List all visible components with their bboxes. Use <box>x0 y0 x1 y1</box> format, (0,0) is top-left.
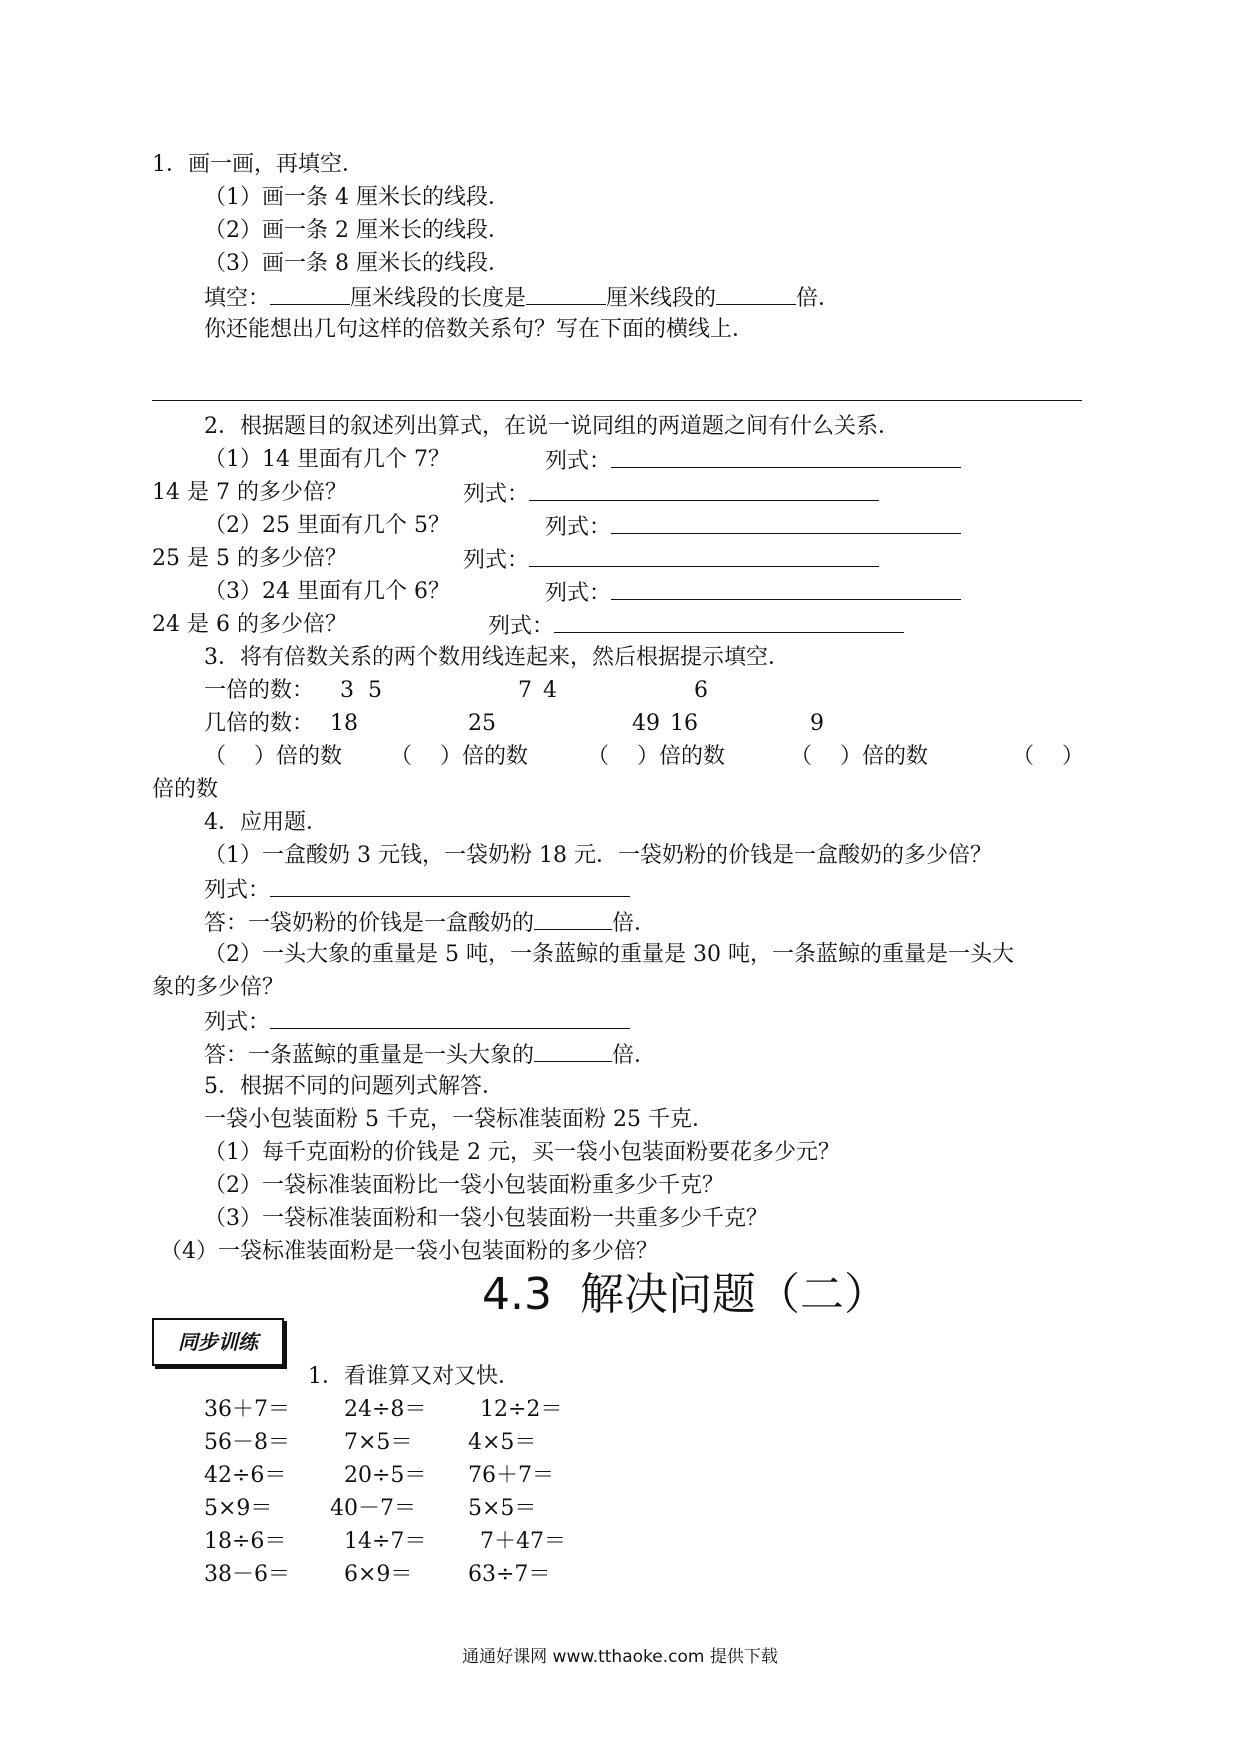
calc-1-3: 12÷2＝ <box>480 1397 563 1422</box>
paren-open: （ <box>587 744 610 769</box>
formula-label: 列式： <box>545 449 612 474</box>
q4-problem-2-line2: 象的多少倍？ <box>152 975 285 1000</box>
q1-step-1: （1）画一条 4 厘米长的线段． <box>204 185 510 210</box>
multi-num-4[interactable]: 16 <box>670 711 698 736</box>
calc-2-1: 56－8＝ <box>204 1430 290 1455</box>
answer-line[interactable] <box>152 400 1082 401</box>
answer-blank[interactable] <box>534 907 612 930</box>
paren-open: （ <box>790 744 813 769</box>
q5-step-2: （2）一袋标准装面粉比一袋小包装面粉重多少千克？ <box>204 1173 724 1198</box>
paren-close: ） <box>254 744 277 769</box>
paren-open: （ <box>204 744 227 769</box>
q4-formula-2 <box>204 1006 630 1038</box>
paren-suffix: 倍的数 <box>659 744 726 769</box>
q3-fill-1 <box>204 742 342 772</box>
calc-6-1: 38－6＝ <box>204 1562 290 1587</box>
q1-fill-text-c: 厘米线段的 <box>606 286 717 311</box>
q2-formula-2a <box>545 511 961 543</box>
one-num-4[interactable]: 4 <box>543 678 557 703</box>
q2-row-3a: （3）24 里面有几个 6？ <box>204 579 450 604</box>
q3-fill-5 <box>1012 742 1084 772</box>
calc-3-1: 42÷6＝ <box>204 1463 287 1488</box>
answer-suffix: 倍． <box>612 1043 657 1068</box>
q1-fill-text-b: 厘米线段的长度是 <box>350 286 527 311</box>
paren-close: ） <box>840 744 863 769</box>
q2-row-2b: 25 是 5 的多少倍？ <box>152 546 347 571</box>
q3-fill-4 <box>790 742 928 772</box>
q2-formula-1b <box>463 478 879 510</box>
q1-fill-line <box>204 282 840 314</box>
formula-label: 列式： <box>204 878 271 903</box>
paren-close: ） <box>1062 744 1085 769</box>
formula-blank[interactable] <box>529 544 879 567</box>
q5-step-4: （4）一袋标准装面粉是一袋小包装面粉的多少倍？ <box>160 1239 658 1264</box>
formula-blank[interactable] <box>611 577 961 600</box>
page-footer: 通通好课网 www.tthaoke.com 提供下载 <box>462 1647 778 1667</box>
one-num-5[interactable]: 6 <box>694 678 708 703</box>
q4-answer-1 <box>204 907 656 939</box>
answer-text: 答：一袋奶粉的价钱是一盒酸奶的 <box>204 911 535 936</box>
paren-suffix: 倍的数 <box>462 744 529 769</box>
one-num-1[interactable]: 3 <box>340 678 354 703</box>
calc-5-1: 18÷6＝ <box>204 1529 287 1554</box>
formula-label: 列式： <box>545 515 612 540</box>
multi-num-2[interactable]: 25 <box>468 711 496 736</box>
formula-blank[interactable] <box>611 445 961 468</box>
calc-5-2: 14÷7＝ <box>344 1529 427 1554</box>
calc-4-2: 40－7＝ <box>330 1496 416 1521</box>
formula-label: 列式： <box>204 1010 271 1035</box>
q2-row-3b: 24 是 6 的多少倍？ <box>152 612 347 637</box>
q1-step-3: （3）画一条 8 厘米长的线段． <box>204 251 510 276</box>
calc-1-2: 24÷8＝ <box>344 1397 427 1422</box>
fill-blank-1[interactable] <box>270 282 350 305</box>
multi-num-3[interactable]: 49 <box>632 711 660 736</box>
q3-fill-3 <box>587 742 725 772</box>
q3-one-label: 一倍的数： <box>204 678 315 703</box>
paren-suffix: 倍的数 <box>276 744 343 769</box>
section-q1-title: 1．看谁算又对又快． <box>308 1364 520 1389</box>
q1-fill-label: 填空： <box>204 286 271 311</box>
formula-blank[interactable] <box>611 511 961 534</box>
q1-title: 1．画一画，再填空． <box>152 152 364 177</box>
multi-num-1[interactable]: 18 <box>330 711 358 736</box>
q2-formula-3a <box>545 577 961 609</box>
calc-6-2: 6×9＝ <box>344 1562 413 1587</box>
calc-1-1: 36＋7＝ <box>204 1397 290 1422</box>
q2-formula-1a <box>545 445 961 477</box>
fill-blank-3[interactable] <box>716 282 796 305</box>
q2-formula-2b <box>463 544 879 576</box>
one-num-3[interactable]: 7 <box>518 678 532 703</box>
q1-step-2: （2）画一条 2 厘米长的线段． <box>204 218 510 243</box>
formula-label: 列式： <box>463 482 530 507</box>
q5-step-1: （1）每千克面粉的价钱是 2 元，买一袋小包装面粉要花多少元？ <box>204 1140 840 1165</box>
q4-problem-1: （1）一盒酸奶 3 元钱，一袋奶粉 18 元．一袋奶粉的价钱是一盒酸奶的多少倍？ <box>204 843 992 868</box>
q5-intro: 一袋小包装面粉 5 千克，一袋标准装面粉 25 千克． <box>204 1107 714 1132</box>
formula-blank[interactable] <box>270 874 630 897</box>
formula-label: 列式： <box>463 548 530 573</box>
q3-fill-2 <box>390 742 528 772</box>
calc-4-3: 5×5＝ <box>468 1496 537 1521</box>
fill-blank-2[interactable] <box>526 282 606 305</box>
one-num-2[interactable]: 5 <box>368 678 382 703</box>
q5-step-3: （3）一袋标准装面粉和一袋小包装面粉一共重多少千克？ <box>204 1206 768 1231</box>
formula-blank[interactable] <box>270 1006 630 1029</box>
q1-more-prompt: 你还能想出几句这样的倍数关系句？写在下面的横线上． <box>204 317 755 342</box>
formula-label: 列式： <box>545 581 612 606</box>
q4-problem-2-line1: （2）一头大象的重量是 5 吨，一条蓝鲸的重量是 30 吨，一条蓝鲸的重量是一头大 <box>204 942 1014 967</box>
formula-blank[interactable] <box>529 478 879 501</box>
answer-blank[interactable] <box>534 1039 612 1062</box>
paren-close: ） <box>440 744 463 769</box>
practice-badge: 同步训练 <box>152 1318 284 1366</box>
q4-answer-2 <box>204 1039 656 1071</box>
q2-formula-3b <box>488 610 904 642</box>
q3-title: 3．将有倍数关系的两个数用线连起来，然后根据提示填空． <box>204 645 790 670</box>
q2-row-2a: （2）25 里面有几个 5？ <box>204 513 450 538</box>
q4-formula-1 <box>204 874 630 906</box>
calc-6-3: 63÷7＝ <box>468 1562 551 1587</box>
q3-fill-5-suffix: 倍的数 <box>152 777 219 802</box>
section-title: 4.3 解决问题（二） <box>482 1269 888 1320</box>
q5-title: 5．根据不同的问题列式解答． <box>204 1074 504 1099</box>
paren-open: （ <box>1012 744 1035 769</box>
formula-label: 列式： <box>488 614 555 639</box>
paren-close: ） <box>637 744 660 769</box>
answer-text: 答：一条蓝鲸的重量是一头大象的 <box>204 1043 535 1068</box>
paren-suffix: 倍的数 <box>862 744 929 769</box>
q3-multi-label: 几倍的数： <box>204 711 315 736</box>
calc-3-3: 76＋7＝ <box>468 1463 554 1488</box>
calc-3-2: 20÷5＝ <box>344 1463 427 1488</box>
calc-5-3: 7＋47＝ <box>480 1529 566 1554</box>
q2-row-1b: 14 是 7 的多少倍？ <box>152 480 347 505</box>
q4-title: 4．应用题． <box>204 810 328 835</box>
q2-row-1a: （1）14 里面有几个 7？ <box>204 447 450 472</box>
multi-num-5[interactable]: 9 <box>810 711 824 736</box>
paren-open: （ <box>390 744 413 769</box>
calc-2-3: 4×5＝ <box>468 1430 537 1455</box>
q2-title: 2．根据题目的叙述列出算式，在说一说同组的两道题之间有什么关系． <box>204 414 900 439</box>
calc-4-1: 5×9＝ <box>204 1496 273 1521</box>
calc-2-2: 7×5＝ <box>344 1430 413 1455</box>
formula-blank[interactable] <box>554 610 904 633</box>
answer-suffix: 倍． <box>612 911 657 936</box>
q1-fill-text-d: 倍． <box>796 286 841 311</box>
